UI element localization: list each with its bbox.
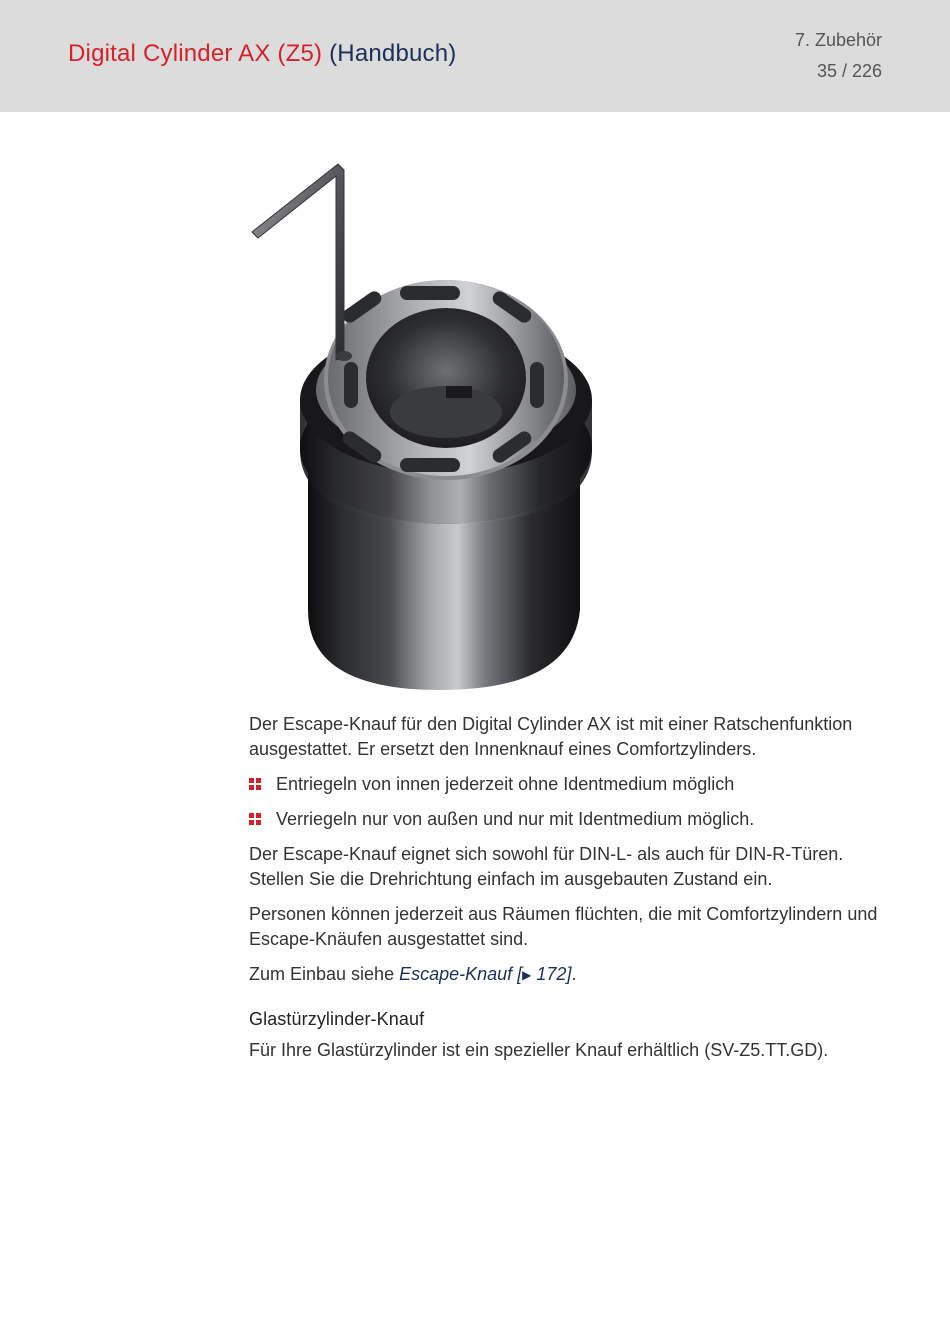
bullet-icon — [249, 772, 276, 790]
escape-knob-link[interactable]: Escape-Knauf [▶ 172] — [399, 964, 572, 984]
section-heading: Glastürzylinder-Knauf — [249, 1009, 425, 1029]
list-item — [249, 807, 889, 832]
bullet-icon — [249, 807, 276, 825]
list-item-text: Entriegeln von innen jederzeit ohne Identmedium möglich — [276, 774, 735, 794]
intro-paragraph: Der Escape-Knauf für den Digital Cylinder AX ist mit einer Ratschenfunktion ausgestattet. Er ersetzt den Innenknauf eines Comfortzylinders. — [249, 714, 853, 759]
document-title — [68, 40, 457, 68]
chapter-label: 7. Zubehör — [794, 30, 882, 50]
list-item — [249, 772, 889, 797]
reference-prefix: Zum Einbau siehe — [249, 964, 400, 984]
page-ref-arrow-icon: ▶ — [522, 968, 532, 982]
page-header — [0, 0, 950, 112]
escape-knob-photo — [240, 150, 630, 698]
reference-suffix: . — [571, 964, 577, 984]
document-title-product: Digital Cylinder AX (Z5) — [68, 40, 323, 67]
glass-door-paragraph: Für Ihre Glastürzylinder ist ein spezieller Knauf erhältlich (SV-Z5.TT.GD). — [249, 1040, 829, 1060]
escape-paragraph: Personen können jederzeit aus Räumen flüchten, die mit Comfortzylindern und Escape-Knäufen ausgestattet sind. — [249, 904, 878, 949]
list-item-text: Verriegeln nur von außen und nur mit Identmedium möglich. — [276, 809, 755, 829]
page-content — [249, 712, 889, 1073]
document-title-type: (Handbuch) — [329, 40, 457, 67]
din-paragraph: Der Escape-Knauf eignet sich sowohl für DIN-L- als auch für DIN-R-Türen. Stellen Sie die Drehrichtung einfach im ausgebauten Zustand ein. — [249, 844, 844, 889]
page-number: 35 / 226 — [816, 61, 882, 81]
reference-paragraph — [249, 962, 889, 989]
